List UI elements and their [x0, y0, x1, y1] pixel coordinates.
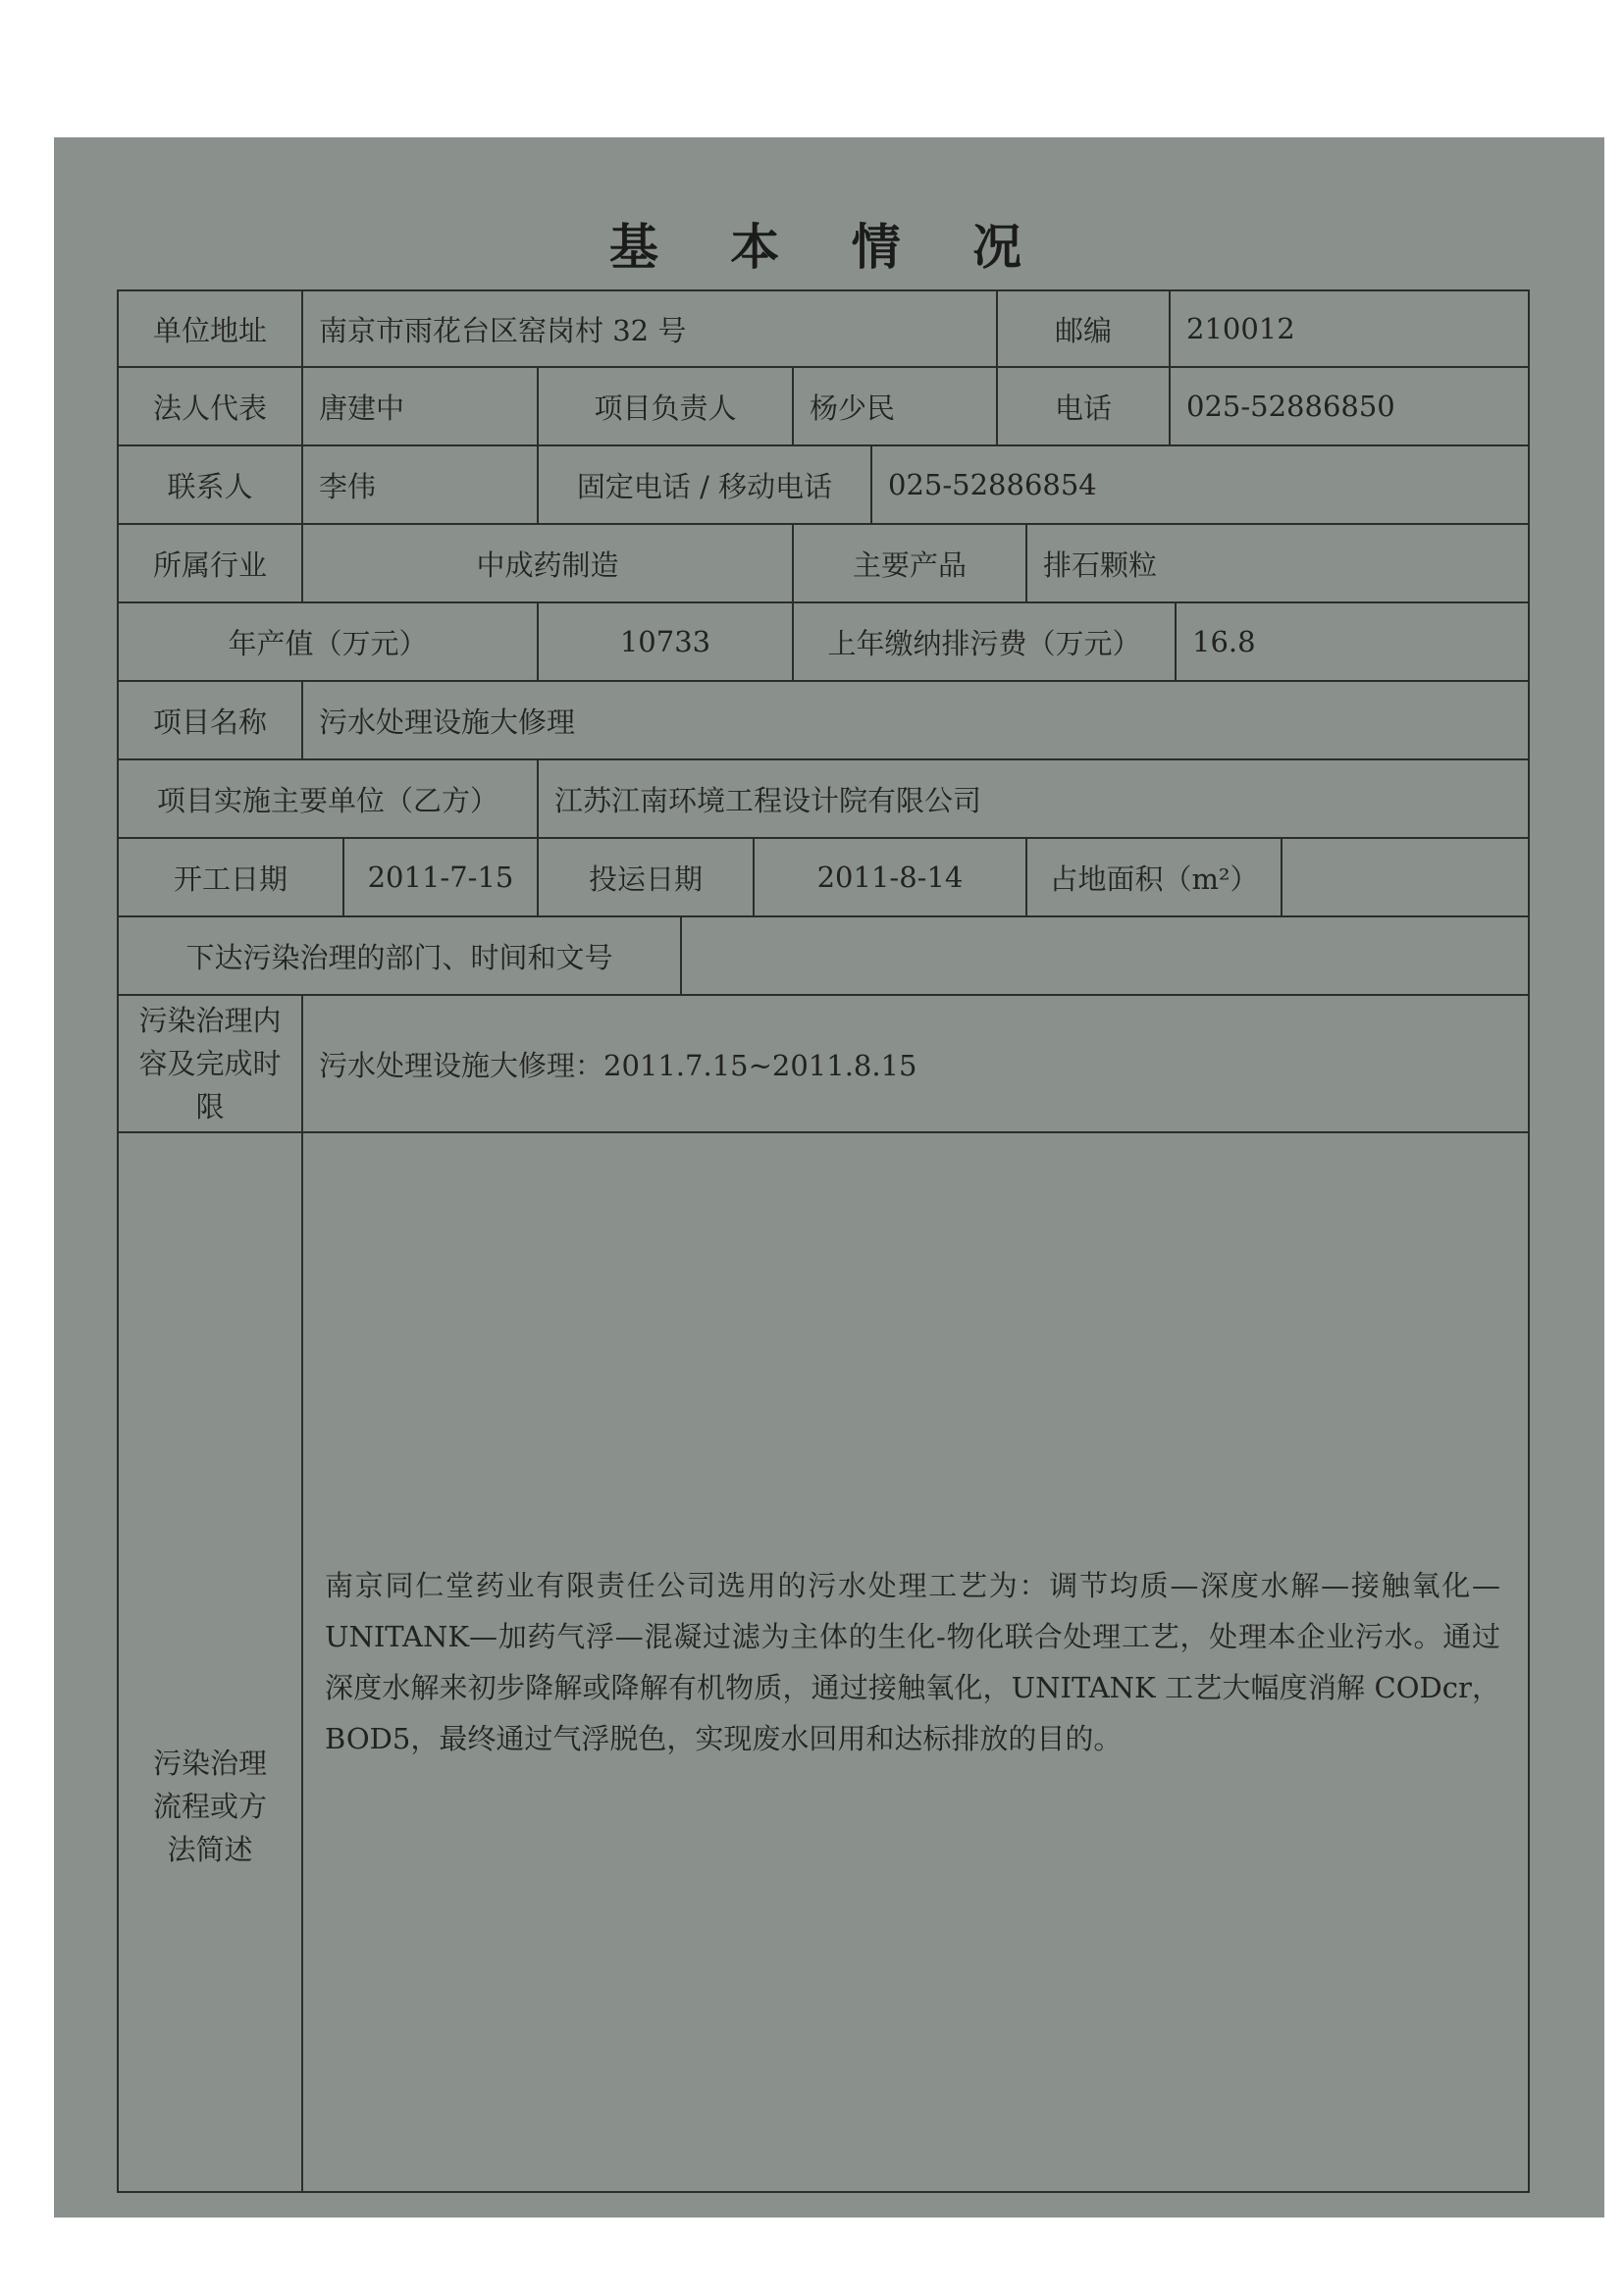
document-sheet — [54, 137, 1604, 2218]
value-phone: 025-52886850 — [1169, 366, 1530, 446]
value-annual-output: 10733 — [537, 601, 794, 682]
value-fixed-mobile: 025-52886854 — [870, 444, 1530, 525]
label-fixed-mobile: 固定电话 / 移动电话 — [537, 444, 872, 525]
value-commission-date: 2011-8-14 — [753, 837, 1027, 917]
label-order-dept: 下达污染治理的部门、时间和文号 — [117, 915, 682, 996]
page-title: 基 本 情 况 — [608, 218, 1050, 276]
value-contact: 李伟 — [301, 444, 539, 525]
value-process — [301, 1131, 1530, 2193]
label-fee-last-year: 上年缴纳排污费（万元） — [792, 601, 1177, 682]
label-industry: 所属行业 — [117, 523, 303, 603]
value-implementer: 江苏江南环境工程设计院有限公司 — [537, 758, 1530, 839]
value-address: 南京市雨花台区窑岗村 32 号 — [301, 289, 998, 368]
value-project-name: 污水处理设施大修理 — [301, 680, 1530, 760]
label-phone: 电话 — [996, 366, 1171, 446]
process-text: 南京同仁堂药业有限责任公司选用的污水处理工艺为：调节均质—深度水解—接触氧化—UNITANK—加药气浮—混凝过滤为主体的生化-物化联合处理工艺，处理本企业污水。通过深度水解来初步降解或降解有机物质，通过接触氧化，UNITANK 工艺大幅度消解 CODcr，BOD5，最终通过气浮脱色，实现废水回用和达标排放的目的。 — [325, 1569, 1500, 1755]
label-commission-date: 投运日期 — [537, 837, 755, 917]
value-start-date: 2011-7-15 — [342, 837, 539, 917]
value-product: 排石颗粒 — [1025, 523, 1530, 603]
label-postcode: 邮编 — [996, 289, 1171, 368]
label-start-date: 开工日期 — [117, 837, 344, 917]
label-implementer: 项目实施主要单位（乙方） — [117, 758, 539, 839]
label-content: 污染治理内容及完成时限 — [117, 994, 303, 1133]
label-annual-output: 年产值（万元） — [117, 601, 539, 682]
value-fee-last-year: 16.8 — [1175, 601, 1530, 682]
value-postcode: 210012 — [1169, 289, 1530, 368]
label-address: 单位地址 — [117, 289, 303, 368]
label-contact: 联系人 — [117, 444, 303, 525]
value-industry: 中成药制造 — [301, 523, 794, 603]
value-legal-rep: 唐建中 — [301, 366, 539, 446]
value-project-lead: 杨少民 — [792, 366, 998, 446]
value-area — [1281, 837, 1530, 917]
label-area: 占地面积（m²） — [1025, 837, 1283, 917]
value-order-dept — [680, 915, 1530, 996]
label-product: 主要产品 — [792, 523, 1027, 603]
value-content: 污水处理设施大修理：2011.7.15~2011.8.15 — [301, 994, 1530, 1133]
label-project-name: 项目名称 — [117, 680, 303, 760]
label-legal-rep: 法人代表 — [117, 366, 303, 446]
label-project-lead: 项目负责人 — [537, 366, 794, 446]
label-process: 污染治理流程或方法简述 — [117, 1131, 303, 2193]
info-table — [117, 289, 1530, 2193]
